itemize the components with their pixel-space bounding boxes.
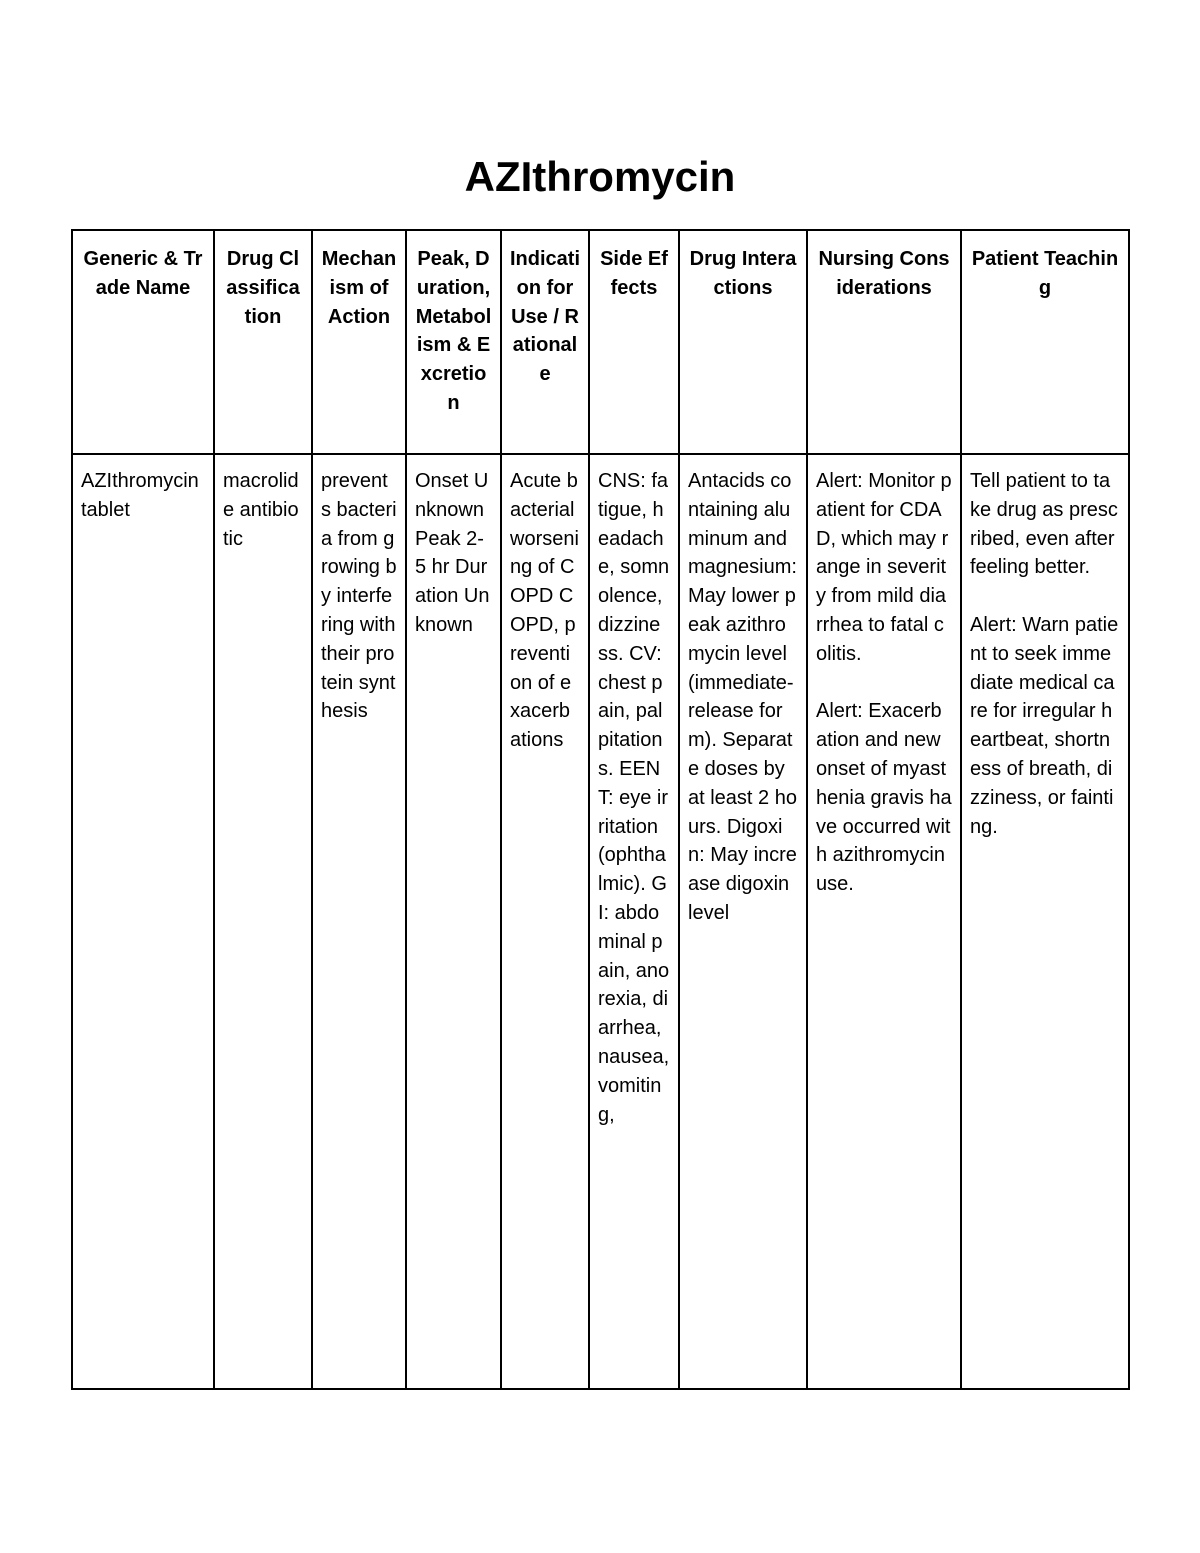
cell-nursing-considerations: Alert: Monitor patient for CDAD, which may range in severity from mild diarrhea to fatal colitis. Alert: Exacerbation and new onset of myasthenia gravis have occurred with azithromycin use. (807, 454, 961, 1389)
table-row (72, 454, 1129, 1389)
cell-drug-classification: macrolide antibiotic (214, 454, 312, 1389)
table-header-row (72, 230, 1129, 454)
header-drug-interactions: Drug Interactions (679, 230, 807, 454)
header-nursing-considerations: Nursing Considerations (807, 230, 961, 454)
cell-patient-teaching: Tell patient to take drug as prescribed, even after feeling better. Alert: Warn patient to seek immediate medical care for irregular heartbeat, shortness of breath, dizziness, or fainting. (961, 454, 1129, 1389)
cell-mechanism-of-action: prevents bacteria from growing by interfering with their protein synthesis (312, 454, 406, 1389)
cell-generic-trade-name: AZIthromycin tablet (72, 454, 214, 1389)
cell-side-effects: CNS: fatigue, headache, somnolence, dizziness. CV: chest pain, palpitations. EENT: eye irritation (ophthalmic). GI: abdominal pain, anorexia, diarrhea, nausea, vomiting, (589, 454, 679, 1389)
header-drug-classification: Drug Classification (214, 230, 312, 454)
header-mechanism-of-action: Mechanism of Action (312, 230, 406, 454)
drug-card-table (71, 229, 1130, 1390)
header-peak-duration-metabolism: Peak, Duration, Metabolism & Excretion (406, 230, 501, 454)
header-indication: Indication for Use / Rationale (501, 230, 589, 454)
cell-indication: Acute bacterial worsening of COPD COPD, prevention of exacerbations (501, 454, 589, 1389)
page-title: AZIthromycin (464, 153, 736, 200)
cell-peak-duration-metabolism: Onset Unknown Peak 2-5 hr Duration Unknown (406, 454, 501, 1389)
cell-drug-interactions: Antacids containing aluminum and magnesium: May lower peak azithromycin level (immediate-release form). Separate doses by at least 2 hours. Digoxin: May increase digoxin level (679, 454, 807, 1389)
header-side-effects: Side Effects (589, 230, 679, 454)
header-patient-teaching: Patient Teaching (961, 230, 1129, 454)
header-generic-trade-name: Generic & Trade Name (72, 230, 214, 454)
